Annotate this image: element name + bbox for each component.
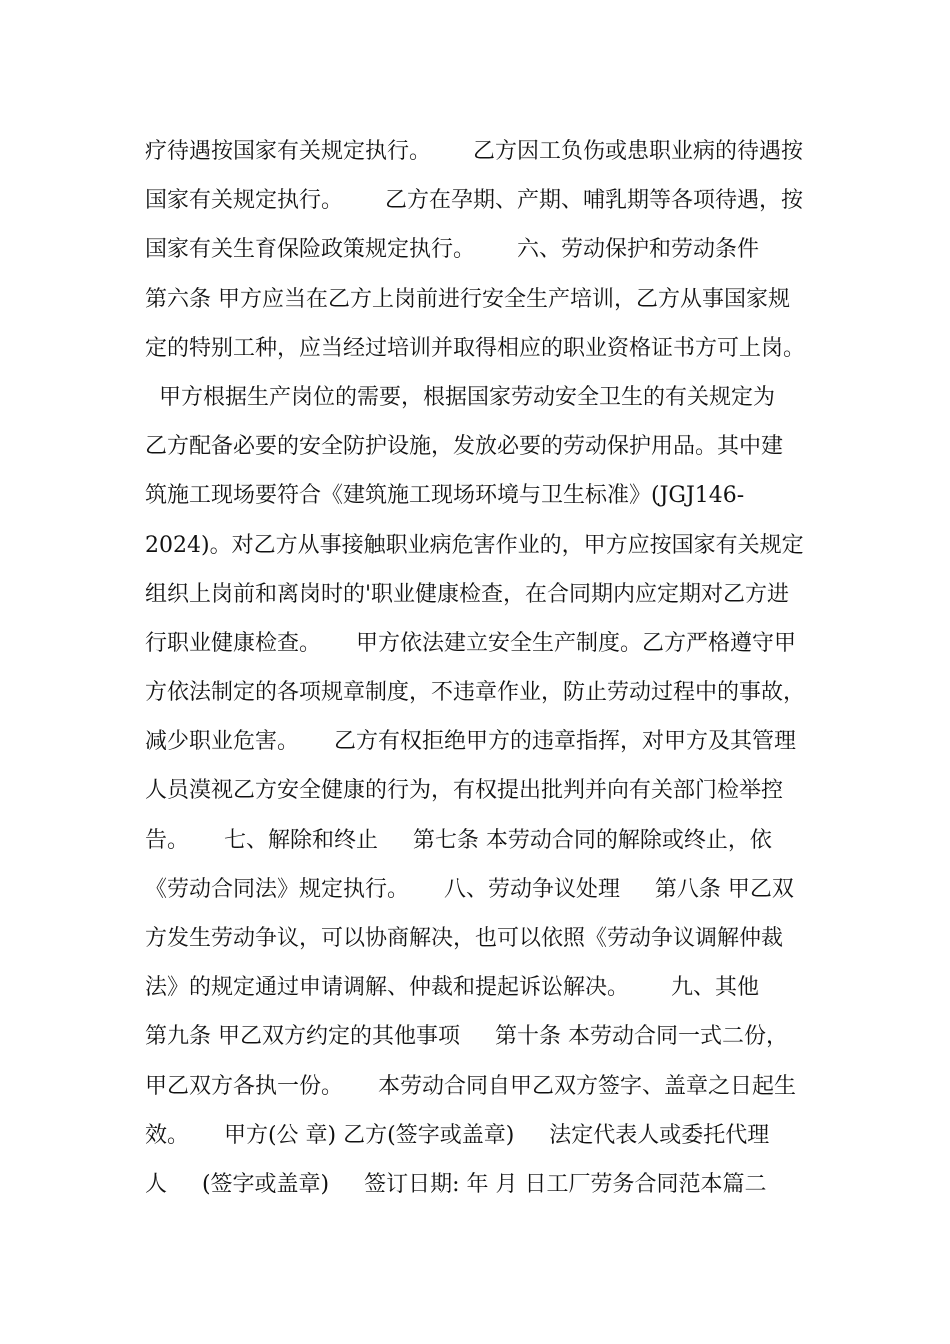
text-line: 效。 甲方(公 章) 乙方(签字或盖章) 法定代表人或委托代理 — [145, 1122, 770, 1148]
text-line: 方依法制定的各项规章制度，不违章作业，防止劳动过程中的事故， — [145, 680, 806, 706]
text-line: 法》的规定通过申请调解、仲裁和提起诉讼解决。 九、其他 — [145, 975, 759, 1001]
text-line: 第六条 甲方应当在乙方上岗前进行安全生产培训，乙方从事国家规 — [145, 286, 790, 312]
text-line: 疗待遇按国家有关规定执行。 乙方因工负伤或患职业病的待遇按 — [145, 139, 803, 164]
text-line: 第九条 甲乙双方约定的其他事项 第十条 本劳动合同一式二份， — [145, 1024, 788, 1050]
text-line: 人员漠视乙方安全健康的行为，有权提出批判并向有关部门检举控 — [145, 778, 784, 804]
text-line: 定的特别工种，应当经过培训并取得相应的职业资格证书方可上岗。 — [145, 335, 806, 361]
text-line: 乙方配备必要的安全防护设施，发放必要的劳动保护用品。其中建 — [145, 434, 784, 460]
text-line: 2024)。对乙方从事接触职业病危害作业的，甲方应按国家有关规定 — [145, 532, 804, 558]
text-line: 筑施工现场要符合《建筑施工现场环境与卫生标准》(JGJ146- — [145, 483, 745, 509]
text-line: 《劳动合同法》规定执行。 八、劳动争议处理 第八条 甲乙双 — [145, 876, 794, 902]
text-line: 告。 七、解除和终止 第七条 本劳动合同的解除或终止，依 — [145, 827, 772, 853]
text-line: 方发生劳动争议，可以协商解决，也可以依照《劳动争议调解仲裁 — [145, 926, 784, 951]
text-line: 国家有关规定执行。 乙方在孕期、产期、哺乳期等各项待遇，按 — [145, 188, 803, 214]
text-line: 组织上岗前和离岗时的'职业健康检查，在合同期内应定期对乙方进 — [145, 581, 790, 607]
text-line: 国家有关生育保险政策规定执行。 六、劳动保护和劳动条件 — [145, 237, 759, 263]
text-line: 甲乙双方各执一份。 本劳动合同自甲乙双方签字、盖章之日起生 — [145, 1073, 796, 1099]
text-line: 甲方根据生产岗位的需要，根据国家劳动安全卫生的有关规定为 — [145, 384, 775, 410]
text-line: 减少职业危害。 乙方有权拒绝甲方的违章指挥，对甲方及其管理 — [145, 729, 796, 755]
text-line: 行职业健康检查。 甲方依法建立安全生产制度。乙方严格遵守甲 — [145, 630, 796, 656]
text-line: 人 (签字或盖章) 签订日期: 年 月 日工厂劳务合同范本篇二 — [145, 1171, 767, 1197]
contract-text-block — [145, 132, 825, 1214]
